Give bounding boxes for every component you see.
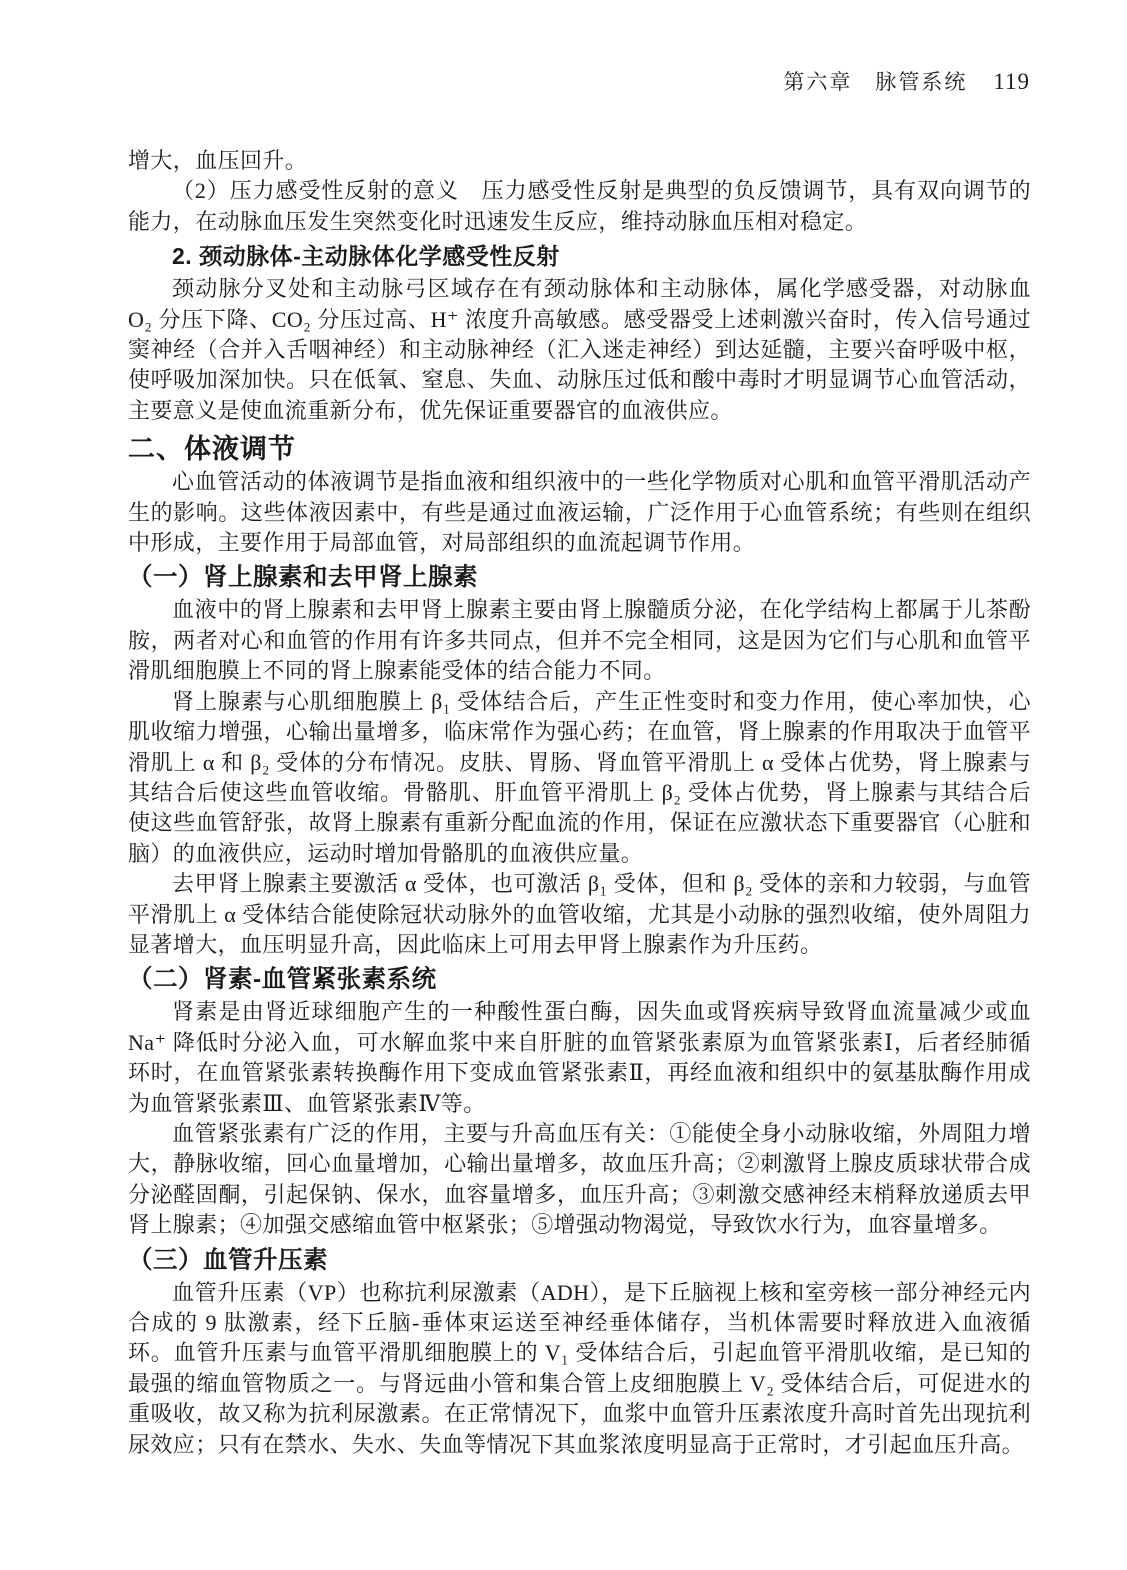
body-paragraph: 血液中的肾上腺素和去甲肾上腺素主要由肾上腺髓质分泌，在化学结构上都属于儿茶酚胺，两者对心和血管的作用有许多共同点，但并不完全相同，这是因为它们与心肌和血管平滑肌细胞膜上不同的肾上腺素能受体的结合能力不同。 bbox=[128, 597, 1031, 684]
page-number: 119 bbox=[993, 69, 1030, 94]
body-paragraph: 去甲肾上腺素主要激活 α 受体，也可激活 β₁ 受体，但和 β₂ 受体的亲和力较弱，与血管平滑肌上 α 受体结合能使除冠状动脉外的血管收缩，尤其是小动脉的强烈收缩，使外周阻力显著增大，血压明显升高，因此临床上可用去甲肾上腺素作为升压药。 bbox=[128, 871, 1031, 957]
section-heading: 二、体液调节 bbox=[128, 434, 296, 465]
numbered-subheading: 2. 颈动脉体-主动脉体化学感受性反射 bbox=[172, 243, 560, 270]
body-paragraph: 增大，血压回升。 bbox=[128, 148, 308, 173]
body-paragraph: （2）压力感受性反射的意义 压力感受性反射是典型的负反馈调节，具有双向调节的能力，在动脉血压发生突然变化时迅速发生反应，维持动脉血压相对稳定。 bbox=[128, 178, 1031, 234]
chapter-title: 第六章 脉管系统 bbox=[783, 70, 968, 94]
subsection-heading: （一）肾上腺素和去甲肾上腺素 bbox=[128, 564, 478, 592]
body-paragraph: 颈动脉分叉处和主动脉弓区域存在有颈动脉体和主动脉体，属化学感受器，对动脉血 O₂ 分压下降、CO₂ 分压过高、H⁺ 浓度升高敏感。感受器受上述刺激兴奋时，传入信号通过窦神经（合并入舌咽神经）和主动脉神经（汇入迷走神经）到达延髓，主要兴奋呼吸中枢，使呼吸加深加快。只在低氧、窒息、失血、动脉压过低和酸中毒时才明显调节心血管活动，主要意义是使血流重新分布，优先保证重要器官的血液供应。 bbox=[128, 276, 1031, 423]
body-paragraph: 血管紧张素有广泛的作用，主要与升高血压有关：①能使全身小动脉收缩，外周阻力增大，静脉收缩，回心血量增加，心输出量增多，故血压升高；②刺激肾上腺皮质球状带合成分泌醛固酮，引起保钠、保水，血容量增多，血压升高；③刺激交感神经末梢释放递质去甲肾上腺素；④加强交感缩血管中枢紧张；⑤增强动物渴觉，导致饮水行为，血容量增多。 bbox=[128, 1120, 1031, 1238]
body-paragraph: 心血管活动的体液调节是指血液和组织液中的一些化学物质对心肌和血管平滑肌活动产生的影响。这些体液因素中，有些是通过血液运输，广泛作用于心血管系统；有些则在组织中形成，主要作用于局部血管，对局部组织的血流起调节作用。 bbox=[128, 469, 1031, 556]
subsection-heading: （二）肾素-血管紧张素系统 bbox=[128, 966, 437, 994]
running-head bbox=[783, 66, 1030, 96]
body-paragraph: 血管升压素（VP）也称抗利尿激素（ADH），是下丘脑视上核和室旁核一部分神经元内合成的 9 肽激素，经下丘脑-垂体束运送至神经垂体储存，当机体需要时释放进入血液循环。血管升压素与血管平滑肌细胞膜上的 V₁ 受体结合后，引起血管平滑肌收缩，是已知的最强的缩血管物质之一。与肾远曲小管和集合管上皮细胞膜上 V₂ 受体结合后，可促进水的重吸收，故又称为抗利尿激素。在正常情况下，血浆中血管升压素浓度升高时首先出现抗利尿效应；只有在禁水、失水、失血等情况下其血浆浓度明显高于正常时，才引起血压升高。 bbox=[128, 1279, 1031, 1457]
body-paragraph: 肾素是由肾近球细胞产生的一种酸性蛋白酶，因失血或肾疾病导致肾血流量减少或血 Na⁺ 降低时分泌入血，可水解血浆中来自肝脏的血管紧张素原为血管紧张素Ⅰ，后者经肺循环时，在血管紧张素转换酶作用下变成血管紧张素Ⅱ，再经血液和组织中的氨基肽酶作用成为血管紧张素Ⅲ、血管紧张素Ⅳ等。 bbox=[128, 999, 1031, 1116]
page-content bbox=[128, 146, 1031, 1460]
subsection-heading: （三）血管升压素 bbox=[128, 1246, 328, 1274]
body-paragraph: 肾上腺素与心肌细胞膜上 β₁ 受体结合后，产生正性变时和变力作用，使心率加快，心肌收缩力增强，心输出量增多，临床常作为强心药；在血管，肾上腺素的作用取决于血管平滑肌上 α 和 β₂ 受体的分布情况。皮肤、胃肠、肾血管平滑肌上 α 受体占优势，肾上腺素与其结合后使这些血管收缩。骨骼肌、肝血管平滑肌上 β₂ 受体占优势，肾上腺素与其结合后使这些血管舒张，故肾上腺素有重新分配血流的作用，保证在应激状态下重要器官（心脏和脑）的血液供应，运动时增加骨骼肌的血液供应量。 bbox=[128, 688, 1031, 866]
